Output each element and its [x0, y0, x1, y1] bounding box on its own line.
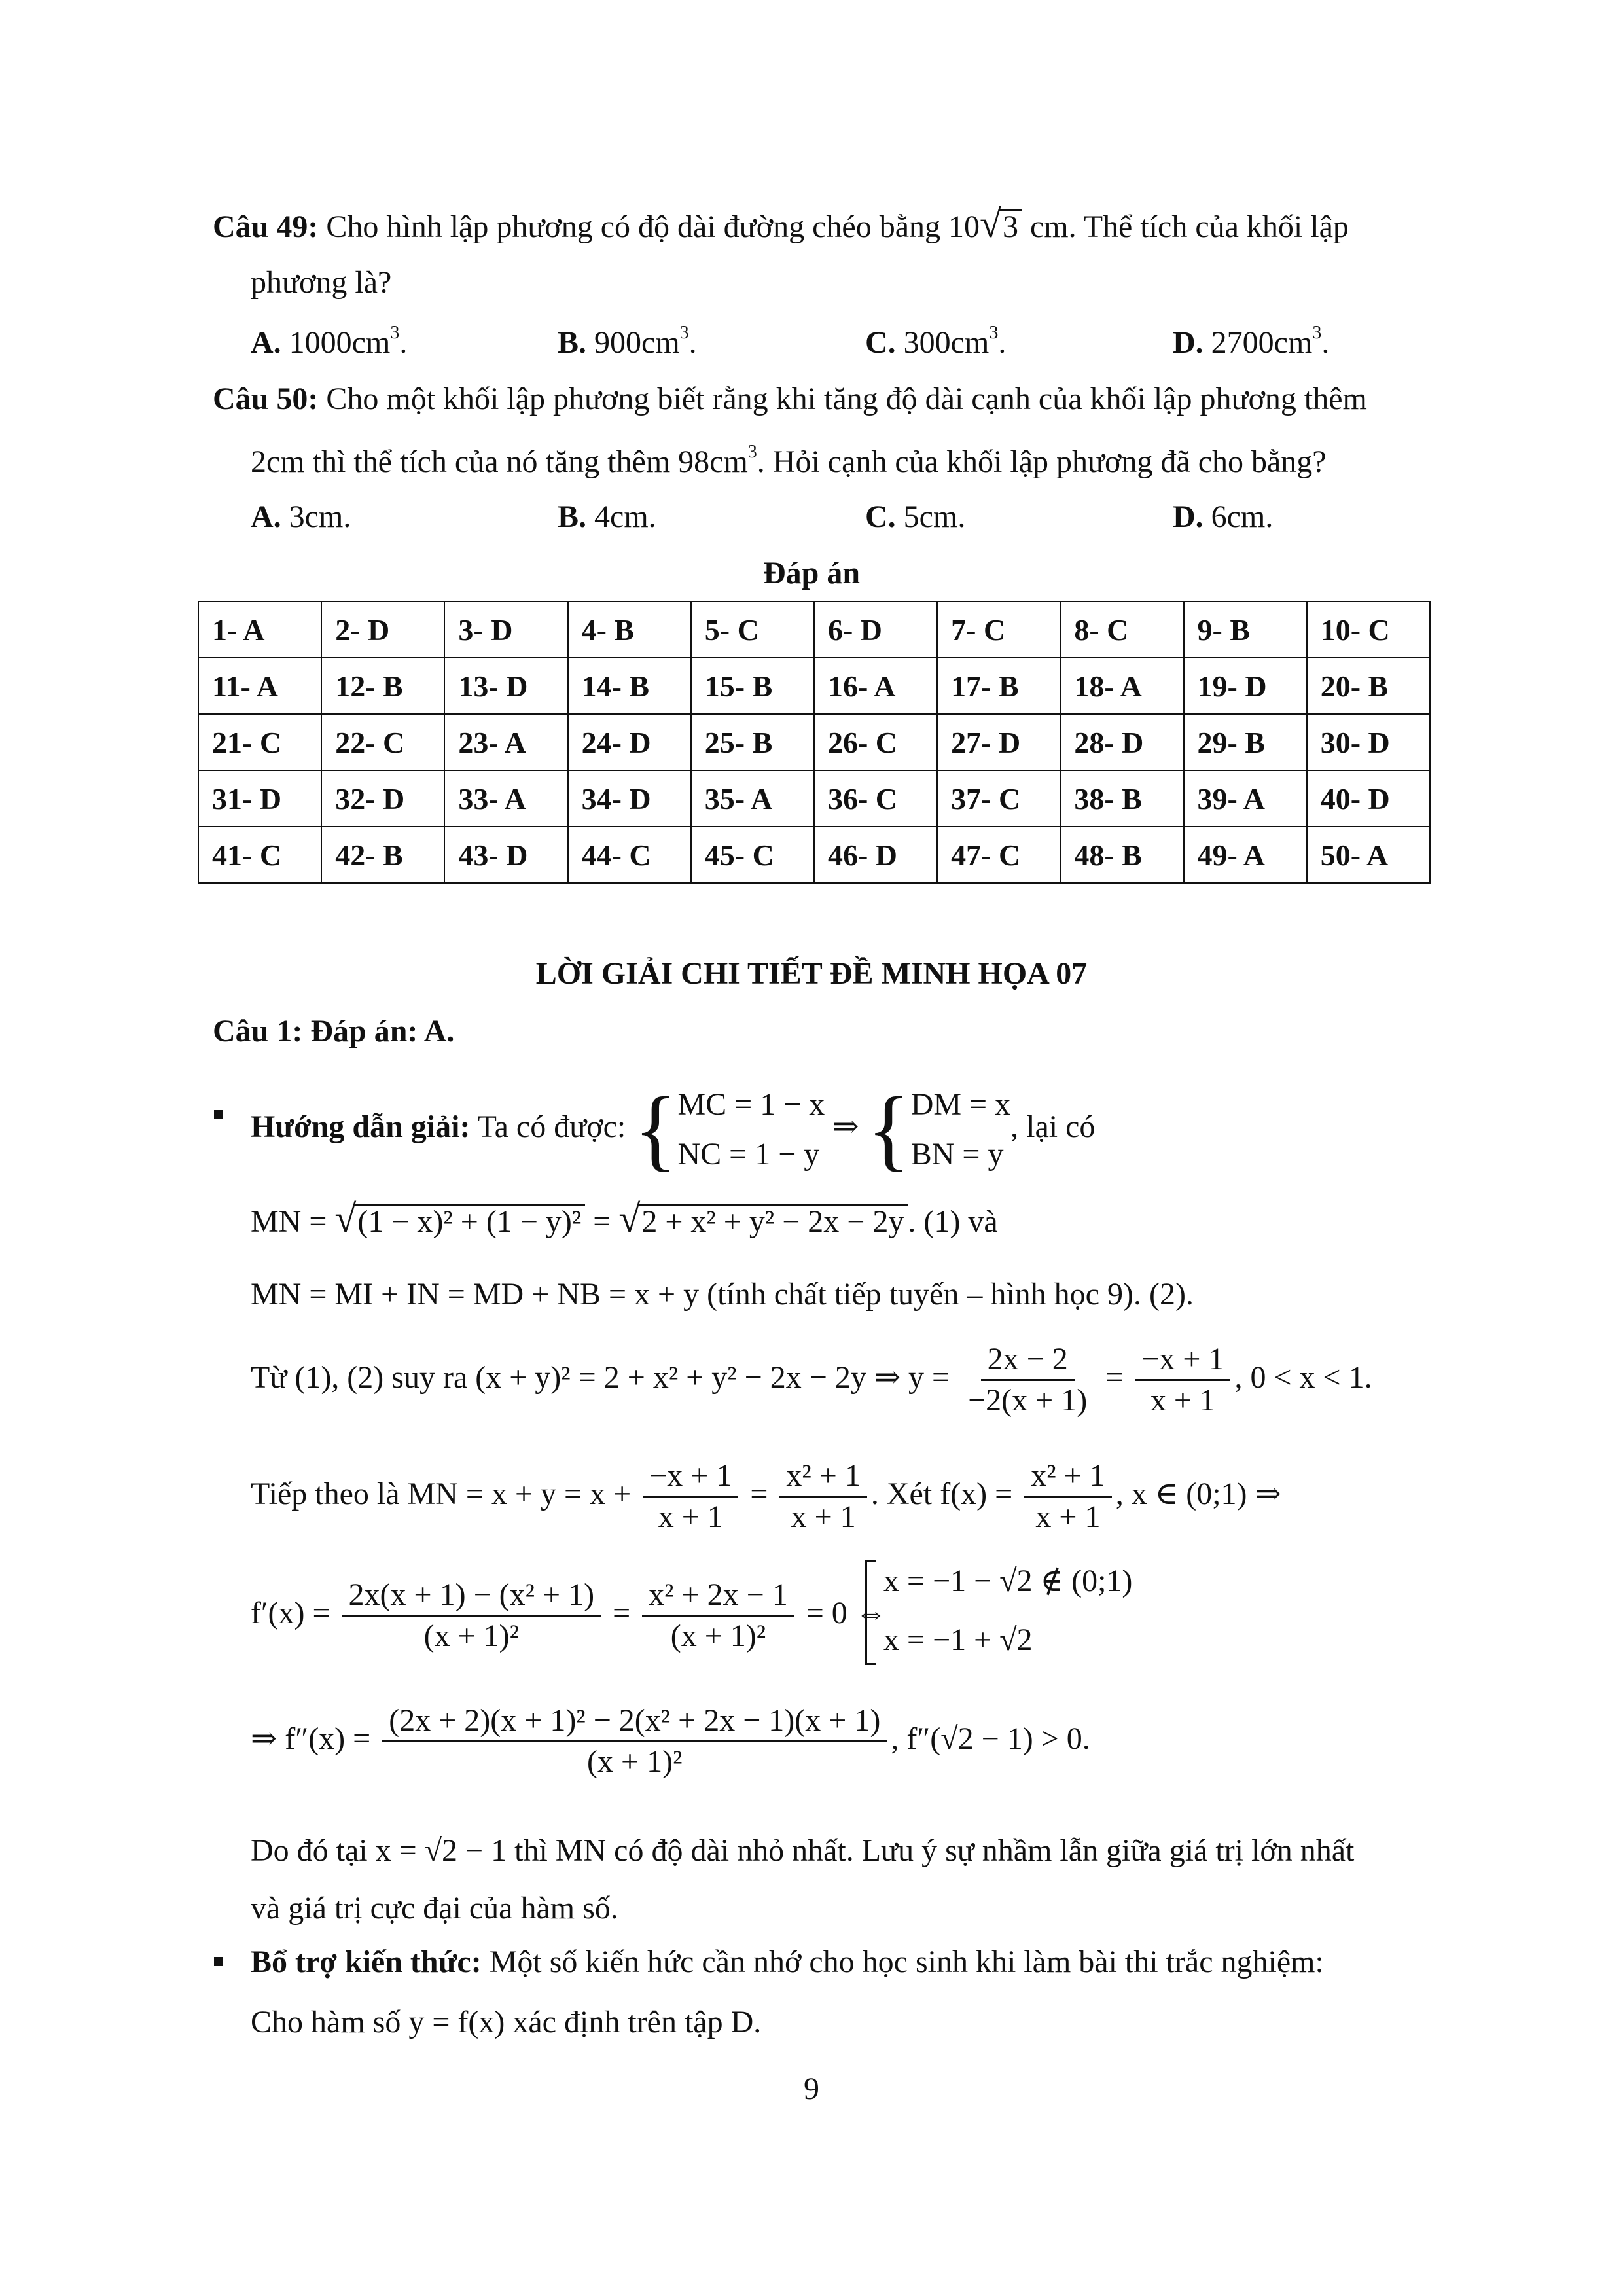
answer-cell: 36- C [814, 770, 937, 827]
q49-option-c: C. $300cm^3$. [865, 323, 1007, 360]
implies-sign: ⇒ [832, 1109, 859, 1144]
answer-cell: 44- C [568, 827, 691, 883]
answer-cell: 35- A [691, 770, 814, 827]
volume-exp: 3 [747, 442, 757, 462]
guide-line [251, 1075, 1095, 1179]
option-value: 5cm. [903, 499, 966, 534]
formula-part: f′(x) = [251, 1596, 330, 1630]
numerator: 2x − 2 [981, 1340, 1075, 1381]
formula-part: , 0 < x < 1. [1234, 1360, 1372, 1395]
system-eq: DM = x [910, 1086, 1011, 1122]
option-letter: A. [251, 325, 281, 360]
guide-label: Hướng dẫn giải: [251, 1109, 471, 1144]
sqrt-sign: √ [334, 1197, 357, 1240]
radicand: (1 − x)² + (1 − y)² [353, 1204, 585, 1238]
fraction [1135, 1340, 1230, 1420]
option-letter: A. [251, 499, 281, 534]
answer-cell: 1- A [198, 601, 321, 658]
formula-part: = [1105, 1360, 1124, 1395]
answer-cell: 16- A [814, 658, 937, 714]
answer-cell: 43- D [444, 827, 567, 883]
support-line [251, 1943, 1324, 1982]
option-value: 4cm. [594, 499, 656, 534]
root-2: x = −1 + √2 [883, 1623, 1033, 1657]
answer-table [198, 601, 1431, 884]
formula-part: MN = x + y = x + [407, 1477, 632, 1511]
option-letter: D. [1173, 325, 1204, 360]
answer-cell: 39- A [1184, 770, 1307, 827]
question-label: Câu 49: [213, 209, 319, 244]
question-50 [213, 380, 1367, 419]
answer-cell: 21- C [198, 714, 321, 770]
q49-option-b: B. $900cm^3$. [558, 323, 697, 360]
answer-cell: 37- C [937, 770, 1060, 827]
option-value: 1000cm [289, 325, 391, 360]
conclusion-line [251, 1831, 1354, 1871]
answer-cell: 18- A [1060, 658, 1183, 714]
denominator: (x + 1)² [423, 1619, 520, 1654]
answer-cell: 28- D [1060, 714, 1183, 770]
fraction [1024, 1456, 1111, 1537]
numerator: x² + 1 [1024, 1456, 1111, 1498]
numerator: (2x + 2)(x + 1)² − 2(x² + 2x − 1)(x + 1) [382, 1701, 887, 1742]
formula-part: f(x) = [940, 1477, 1013, 1511]
answer-cell: 8- C [1060, 601, 1183, 658]
answer-cell: 2- D [321, 601, 444, 658]
numerator: x² + 1 [779, 1456, 866, 1498]
denominator: x + 1 [658, 1499, 723, 1535]
denominator: x + 1 [1035, 1499, 1101, 1535]
formula-part: = [593, 1204, 611, 1239]
answer-cell: 46- D [814, 827, 937, 883]
answer-cell: 47- C [937, 827, 1060, 883]
formula-part: = [750, 1477, 768, 1511]
answers-title: Đáp án [762, 556, 861, 590]
formula-part: MN = [251, 1204, 327, 1239]
formula-part: MN = MI + IN = MD + NB = x + y [251, 1277, 700, 1312]
bullet-icon [214, 1957, 223, 1966]
answer-cell: 48- B [1060, 827, 1183, 883]
mn-formula [251, 1199, 998, 1242]
radicand: 2 + x² + y² − 2x − 2y [637, 1204, 908, 1238]
question-50-line2 [251, 442, 1327, 482]
answer-cell: 4- B [568, 601, 691, 658]
page-number: 9 [804, 2072, 819, 2106]
numerator: x² + 2x − 1 [642, 1575, 794, 1617]
system-eq: BN = y [910, 1136, 1004, 1172]
derivative-line [251, 1571, 887, 1656]
formula-part: (x + y)² = 2 + x² + y² − 2x − 2y ⇒ y = [475, 1360, 950, 1395]
formula-part: y = f(x) [408, 2005, 505, 2039]
formula-part: , f″(√2 − 1) > 0. [891, 1721, 1090, 1756]
q50-option-c [865, 497, 965, 537]
system-2 [911, 1080, 1010, 1179]
answer-cell: 26- C [814, 714, 937, 770]
fraction [643, 1456, 738, 1537]
second-derivative-line [251, 1696, 1090, 1782]
from-1-2-line [251, 1335, 1372, 1420]
fraction [961, 1340, 1094, 1420]
function-definition-line [251, 2003, 761, 2042]
q50-option-b [558, 497, 656, 537]
answer-cell: 29- B [1184, 714, 1307, 770]
option-exp: 3 [1312, 323, 1322, 343]
diagonal-coef: 10 [948, 209, 980, 244]
answer-cell: 10- C [1307, 601, 1430, 658]
answer-cell: 49- A [1184, 827, 1307, 883]
sqrt-sign: √ [980, 202, 1001, 245]
q50-option-d [1173, 497, 1273, 537]
answer-cell: 12- B [321, 658, 444, 714]
next-line [251, 1452, 1281, 1537]
numerator: 2x(x + 1) − (x² + 1) [342, 1575, 601, 1617]
formula-part: thì MN có độ dài nhỏ nhất. Lưu ý sự nhầm lẫn giữa giá trị lớn nhất [514, 1833, 1355, 1868]
guide-text: Ta có được: [477, 1109, 626, 1144]
q50-option-a [251, 497, 351, 537]
question-text: Cho một khối lập phương biết rằng khi tăng độ dài cạnh của khối lập phương thêm [326, 382, 1367, 416]
answer-cell: 50- A [1307, 827, 1430, 883]
q49-option-a: A. $1000cm^3$. [251, 323, 408, 360]
fraction [779, 1456, 866, 1537]
formula-part: . (1) và [908, 1204, 998, 1239]
answer-cell: 13- D [444, 658, 567, 714]
question-text: Cho hình lập phương có độ dài đường chéo bằng [326, 209, 940, 244]
answer-cell: 40- D [1307, 770, 1430, 827]
answer-cell: 17- B [937, 658, 1060, 714]
answer-cell: 14- B [568, 658, 691, 714]
answer-cell: 25- B [691, 714, 814, 770]
option-letter: C. [865, 499, 896, 534]
fraction [642, 1575, 794, 1656]
system-eq: NC = 1 − y [677, 1136, 820, 1172]
answer-row [198, 658, 1430, 714]
formula-part: Từ (1), (2) suy ra [251, 1360, 468, 1395]
support-text: Một số kiến hức cần nhớ cho học sinh khi làm bài thi trắc nghiệm: [489, 1945, 1324, 1979]
formula-part: = 0 ⇔ [806, 1596, 887, 1630]
formula-part: Do đó tại [251, 1833, 368, 1868]
answer-cell: 7- C [937, 601, 1060, 658]
support-label: Bổ trợ kiến thức: [251, 1945, 482, 1979]
answer-cell: 42- B [321, 827, 444, 883]
fraction [342, 1575, 601, 1656]
q49-option-d: D. $2700cm^3$. [1173, 323, 1330, 360]
option-exp: 3 [989, 323, 999, 343]
mn-line2 [251, 1275, 1194, 1314]
answer-cell: 20- B [1307, 658, 1430, 714]
denominator: x + 1 [1150, 1383, 1215, 1418]
sqrt-sign: √ [618, 1197, 641, 1240]
answer-cell: 19- D [1184, 658, 1307, 714]
answer-cell: 6- D [814, 601, 937, 658]
bracket-icon [865, 1560, 876, 1665]
answer-cell: 38- B [1060, 770, 1183, 827]
formula-part: x = √2 − 1 [375, 1833, 507, 1868]
formula-part: (tính chất tiếp tuyến – hình học 9). (2). [707, 1277, 1194, 1312]
answer-cell: 32- D [321, 770, 444, 827]
answer-row [198, 601, 1430, 658]
answer-cell: 23- A [444, 714, 567, 770]
formula-part: = [613, 1596, 631, 1630]
bullet-icon [214, 1110, 223, 1119]
question-49 [213, 204, 1349, 247]
volume-value: 98cm [678, 444, 748, 479]
cau1-label: Câu 1: Đáp án: A. [213, 1014, 455, 1049]
brace-icon: { [633, 1078, 678, 1180]
answer-cell: 5- C [691, 601, 814, 658]
answer-cell: 11- A [198, 658, 321, 714]
denominator: (x + 1)² [587, 1744, 683, 1780]
formula-part: ⇒ f″(x) = [251, 1721, 371, 1756]
option-value: 2700cm [1211, 325, 1313, 360]
option-letter: B. [558, 325, 587, 360]
denominator: x + 1 [791, 1499, 856, 1535]
denominator: −2(x + 1) [968, 1383, 1088, 1418]
answer-cell: 34- D [568, 770, 691, 827]
option-letter: B. [558, 499, 587, 534]
denominator: (x + 1)² [670, 1619, 766, 1654]
formula-part: , x ∈ (0;1) ⇒ [1115, 1477, 1281, 1511]
formula-part: Cho hàm số [251, 2005, 401, 2039]
brace-icon: { [866, 1078, 911, 1180]
fraction [382, 1701, 887, 1782]
numerator: −x + 1 [643, 1456, 738, 1498]
answer-cell: 24- D [568, 714, 691, 770]
option-letter: D. [1173, 499, 1204, 534]
answer-cell: 3- D [444, 601, 567, 658]
system-eq: MC = 1 − x [677, 1086, 825, 1122]
question-text: 2cm thì thể tích của nó tăng thêm [251, 444, 671, 479]
root-1: x = −1 − √2 ∉ (0;1) [883, 1564, 1133, 1598]
answer-cell: 41- C [198, 827, 321, 883]
answer-cell: 15- B [691, 658, 814, 714]
answer-cell: 33- A [444, 770, 567, 827]
question-49-line2: phương là? [251, 265, 392, 300]
answer-cell: 9- B [1184, 601, 1307, 658]
answer-cell: 45- C [691, 827, 814, 883]
answer-row [198, 827, 1430, 883]
option-exp: 3 [390, 323, 400, 343]
formula-part: . Xét [870, 1477, 933, 1511]
question-label: Câu 50: [213, 382, 319, 416]
guide-tail: , lại có [1010, 1109, 1096, 1144]
question-text-cont: . Hỏi cạnh của khối lập phương đã cho bằng? [757, 444, 1327, 479]
answer-row [198, 714, 1430, 770]
answer-cell: 27- D [937, 714, 1060, 770]
conclusion-line-2: và giá trị cực đại của hàm số. [251, 1891, 618, 1926]
option-value: 3cm. [289, 499, 351, 534]
option-value: 900cm [594, 325, 680, 360]
formula-part: Tiếp theo là [251, 1477, 400, 1511]
diagonal-radicand: 3 [999, 209, 1022, 243]
solution-title: LỜI GIẢI CHI TIẾT ĐỀ MINH HỌA 07 [535, 956, 1088, 991]
option-value: 300cm [903, 325, 990, 360]
option-letter: C. [865, 325, 896, 360]
answer-cell: 31- D [198, 770, 321, 827]
option-value: 6cm. [1211, 499, 1274, 534]
question-text-cont: cm. Thể tích của khối lập [1029, 209, 1349, 244]
answer-cell: 30- D [1307, 714, 1430, 770]
formula-part: xác định trên tập D. [512, 2005, 762, 2039]
system-1 [677, 1080, 825, 1179]
numerator: −x + 1 [1135, 1340, 1230, 1381]
answer-row [198, 770, 1430, 827]
option-exp: 3 [679, 323, 689, 343]
answer-cell: 22- C [321, 714, 444, 770]
